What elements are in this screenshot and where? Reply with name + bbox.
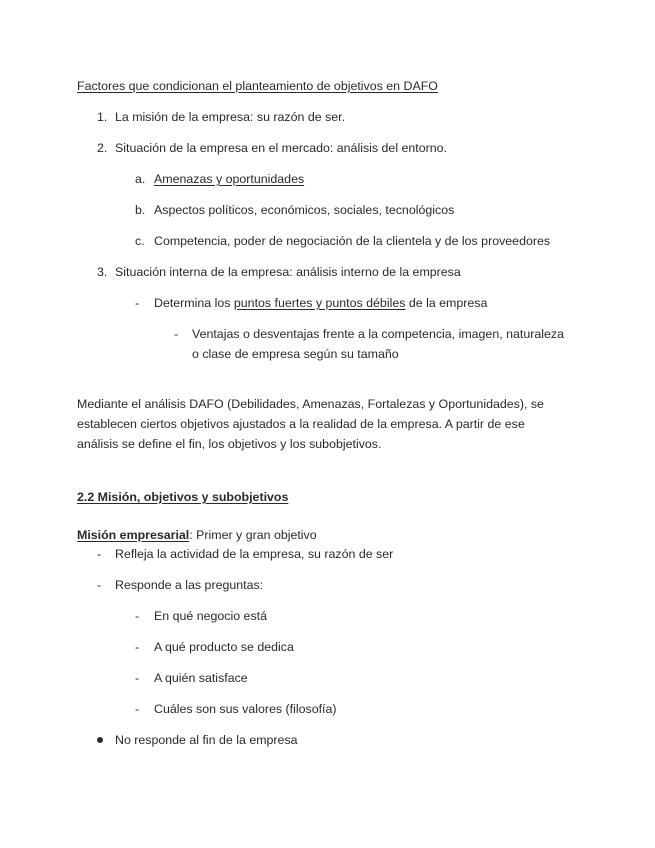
question-item-3: A quién satisface <box>154 671 248 685</box>
paragraph-line-2: establecen ciertos objetivos ajustados a la realidad de la empresa. A partir de ese <box>77 417 525 431</box>
question-item-2: A qué producto se dedica <box>154 640 294 654</box>
section-heading-mision: 2.2 Misión, objetivos y subobjetivos <box>77 490 289 504</box>
list-marker: c. <box>135 234 145 248</box>
dash-marker: - <box>97 578 102 592</box>
item3-sub-post: de la empresa <box>405 296 488 310</box>
section-heading-dafo: Factores que condicionan el planteamiento de objetivos en DAFO <box>77 79 438 93</box>
numbered-item-2: Situación de la empresa en el mercado: análisis del entorno. <box>115 141 447 155</box>
dash-marker: - <box>97 547 102 561</box>
bullet-dot-icon <box>97 737 103 743</box>
list-marker: 3. <box>97 265 108 279</box>
dash-marker: - <box>135 671 140 685</box>
mission-label: Misión empresarial <box>77 528 190 542</box>
dash-marker: - <box>135 296 140 310</box>
final-bullet-item: No responde al fin de la empresa <box>115 733 298 747</box>
sub-item-a: Amenazas y oportunidades <box>154 172 305 186</box>
numbered-item-1: La misión de la empresa: su razón de ser. <box>115 110 346 124</box>
question-item-1: En qué negocio está <box>154 609 267 623</box>
list-marker: b. <box>135 203 146 217</box>
sub-item-b: Aspectos políticos, económicos, sociales, tecnológicos <box>154 203 455 217</box>
dash-marker: - <box>135 640 140 654</box>
mission-item-1: Refleja la actividad de la empresa, su razón de ser <box>115 547 394 561</box>
question-item-4: Cuáles son sus valores (filosofía) <box>154 702 337 716</box>
list-marker: 2. <box>97 141 108 155</box>
list-marker: 1. <box>97 110 108 124</box>
dash-marker: - <box>135 702 140 716</box>
dash-marker: - <box>174 327 179 341</box>
paragraph-line-3: análisis se define el fin, los objetivos y los subobjetivos. <box>77 437 382 451</box>
mission-item-2: Responde a las preguntas: <box>115 578 264 592</box>
sub-item-c: Competencia, poder de negociación de la clientela y de los proveedores <box>154 234 551 248</box>
item3-subsub-line-2: o clase de empresa según su tamaño <box>192 347 399 361</box>
numbered-item-3: Situación interna de la empresa: análisis interno de la empresa <box>115 265 461 279</box>
mission-line <box>77 527 317 543</box>
paragraph-line-1: Mediante el análisis DAFO (Debilidades, Amenazas, Fortalezas y Oportunidades), se <box>77 397 544 411</box>
list-marker: a. <box>135 172 146 186</box>
dash-marker: - <box>135 609 140 623</box>
item3-subsub-line-1: Ventajas o desventajas frente a la competencia, imagen, naturaleza <box>192 327 564 341</box>
item3-sub-line <box>154 295 487 311</box>
mission-rest: : Primer y gran objetivo <box>189 528 317 542</box>
item3-sub-pre: Determina los <box>154 296 234 310</box>
strengths-weaknesses-text: puntos fuertes y puntos débiles <box>233 296 406 310</box>
